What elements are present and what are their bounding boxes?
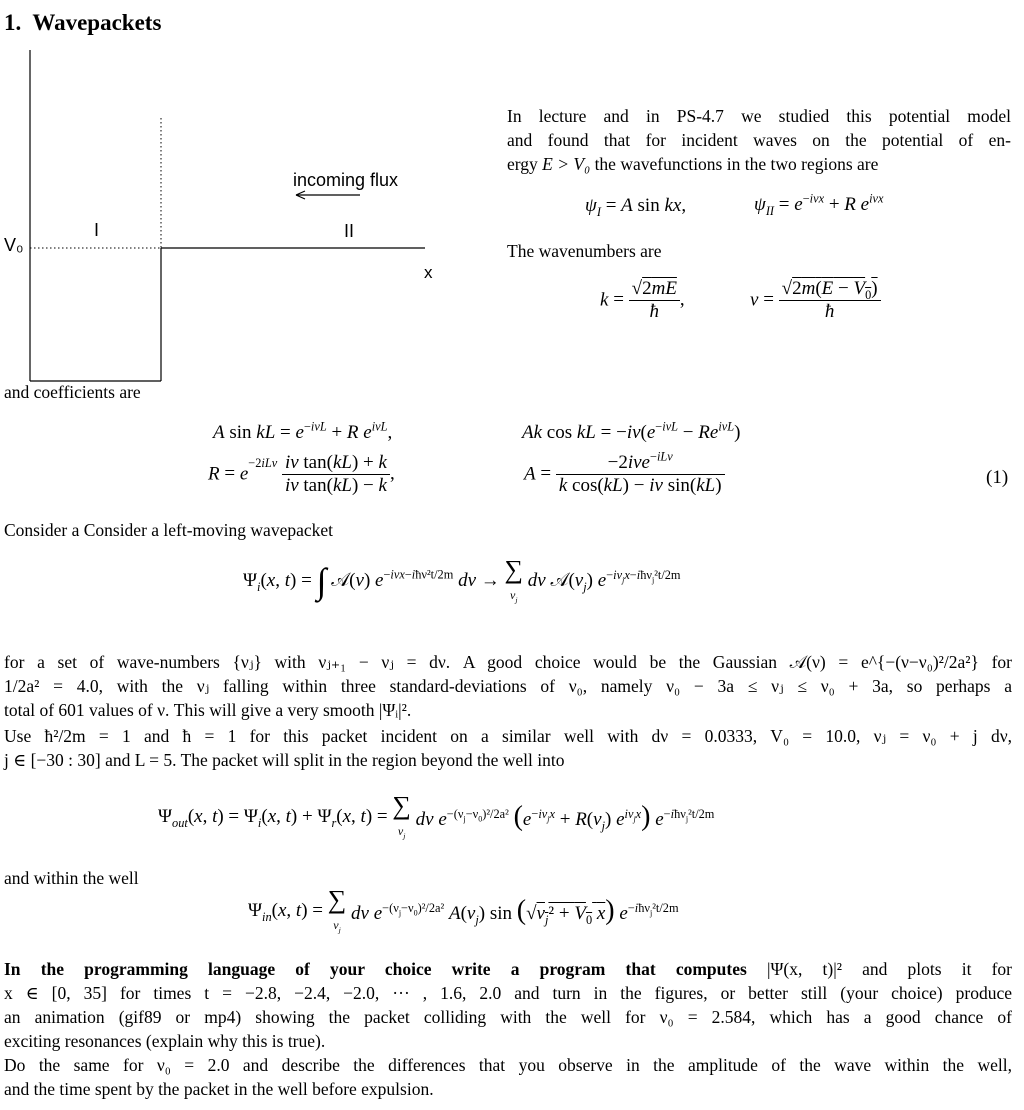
incident-wavepacket-eq: $\Psi_i(x$, t) = ∫ 𝒜(ν) $e^{-i\nu x-iħ\nu^2t/2m}$ dν → ∑ $\nu_j$ dν $𝒜(\nu_j)$ $e^{-i\nu_jx-iħ\nu_j^2t/2m}$	[243, 555, 681, 605]
r-coefficient: $R = e^{-2iL\nu}$ $\frac{\text{iν tan(kL) + k}}{\text{iν tan(kL) − k}}$ ,	[208, 452, 395, 496]
body-line: Use ħ²/2m = 1 and ħ = 1 for this packet incident on a similar well with dν = 0.0333, V₀ = 10.0, νⱼ = ν₀ + j dν,	[4, 726, 1012, 746]
intro-line: In lecture and in PS-4.7 we studied this potential model	[507, 106, 1011, 126]
body-line: an animation (gif89 or mp4) showing the packet colliding with the well for ν₀ = 2.584, which has a good chance of	[4, 1007, 1012, 1027]
intro-line-3: ergy E > V₀ the wavefunctions in the two regions are	[507, 154, 879, 174]
task-line-4: exciting resonances (explain why this is true).	[4, 1031, 326, 1051]
section-heading	[4, 10, 161, 36]
body-line: for a set of wave-numbers {νⱼ} with νⱼ₊₁ − νⱼ = dν. A good choice would be the Gaussian 𝒜(ν) = e^{−(ν−ν₀)²/2a²} for	[4, 652, 1012, 672]
section-title: Wavepackets	[32, 10, 162, 35]
boundary-eq-1: A sin kL = $e^{-i\nu L} + R$ $e^{i\nu L}$,	[213, 419, 393, 443]
gaussian-paragraph	[4, 650, 1012, 698]
body-line: Do the same for ν₀ = 2.0 and describe the differences that you observe in the amplitude of the wave within the well,	[4, 1055, 1012, 1075]
compare-paragraph	[4, 1053, 1012, 1077]
region-two-label: II	[344, 221, 355, 241]
psi-out-eq: $\Psi_{out}(x$, $t) = \Psi_i(x$, $t) + \Psi_r(x$, t) = ∑ $\nu_j$ dν $e^{-(\nu_j-\nu_0)^2/2a^2}$ ($e^{-i\nu_jx} + R(\nu_j)$ $e^{i\nu_jx}$) $e^{-iħ\nu_j^2t/2m}$	[158, 791, 715, 841]
section-number: 1.	[4, 10, 22, 35]
parameters-paragraph	[4, 724, 1012, 748]
region-one-label: I	[94, 220, 100, 240]
body-line: 1/2a² = 4.0, with the νⱼ falling within three standard-deviations of ν₀, namely ν₀ − 3a ≤ νⱼ ≤ ν₀ + 3a, so perhaps a	[4, 676, 1012, 696]
nu-definition: ν = $\frac{√2m(E - V_0)}{ħ}$	[750, 278, 881, 323]
x-axis-label: x	[424, 263, 433, 282]
body-line: x ∈ [0, 35] for times t = −2.8, −2.4, −2.0, ··· , 1.6, 2.0 and turn in the figures, or better still (your choice) produce	[4, 983, 1012, 1003]
intro-line: and found that for incident waves on the potential of en-	[507, 130, 1011, 150]
task-paragraph	[4, 981, 1012, 1029]
incoming-flux-label: incoming flux	[293, 170, 399, 190]
within-well-text: and within the well	[4, 868, 139, 888]
body-line-3: total of 601 values of ν. This will give a very smooth |Ψᵢ|².	[4, 700, 412, 720]
consider-text: Consider a Consider a left-moving wavepacket	[4, 520, 333, 540]
boundary-eq-2: Ak cos kL = $-i\nu(e^{-i\nu L} - Re^{i\nu L})$	[522, 419, 741, 443]
v0-label: V₀	[4, 235, 24, 255]
potential-well-diagram	[0, 45, 470, 390]
task-line-rest: |Ψ(x, t)|² and plots it for	[766, 959, 1013, 979]
intro-paragraph	[507, 104, 1011, 152]
k-definition: k = $\frac{√2mE}{ħ}$ ,	[600, 278, 685, 322]
psi-in-eq: $\Psi_{in}(x$, t) = ∑ $\nu_j$ dν $e^{-(\nu_j-\nu_0)^2/2a^2}$ $A(\nu_j)$ $\sin (√\nu_j^2 + V_0$ x) $e^{-iħ\nu_j^2t/2m}$	[248, 885, 679, 935]
psi-region-one: $\psi_I = A$ sin kx,	[585, 195, 687, 219]
equation-number: (1)	[986, 467, 1009, 488]
task-line-1	[4, 957, 1012, 981]
task-bold-text: In the programming language of your choice write a program that computes	[4, 959, 747, 979]
compare-line-2: and the time spent by the packet in the well before expulsion.	[4, 1079, 434, 1099]
a-coefficient: A = $\frac{-2i\nu e^{-iL\nu}}{\text{k cos(kL) − iν sin(kL)}}$	[524, 452, 725, 497]
potential-well-svg	[0, 45, 470, 390]
body-line-p2: j ∈ [−30 : 30] and L = 5. The packet will split in the region beyond the well into	[4, 750, 565, 770]
wavenumbers-text: The wavenumbers are	[507, 241, 662, 261]
coefficients-label: and coefficients are	[4, 382, 141, 402]
psi-region-two: $\psi_{II} = e^{-i\nu x} + R$ $e^{i\nu x}$	[754, 191, 884, 218]
